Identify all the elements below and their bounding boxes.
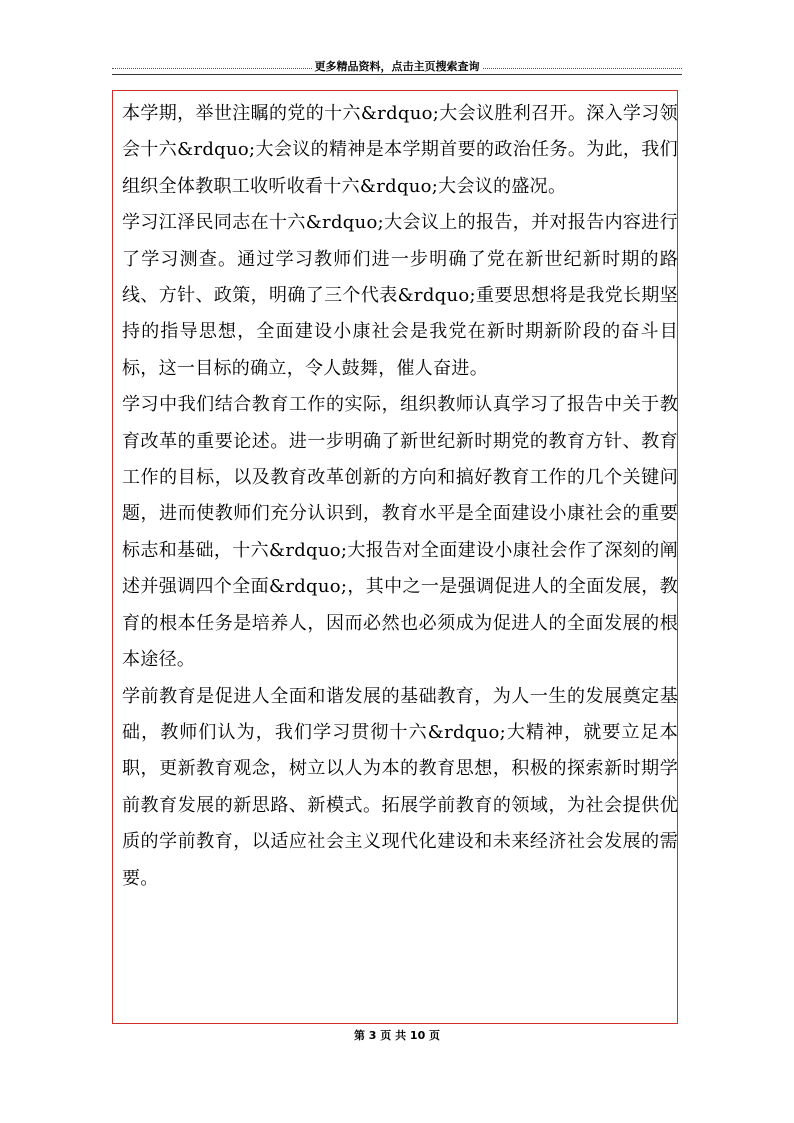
paragraph-3: 学习中我们结合教育工作的实际，组织教师认真学习了报告中关于教育改革的重要论述。进一步明确了新世纪新时期党的教育方针、教育工作的目标，以及教育改革创新的方向和搞好教育工作的几个关键问题，进而使教师们充分认识到，教育水平是全面建设小康社会的重要标志和基础，十六&rdquo;大报告对全面建设小康社会作了深刻的阐述并强调四个全面&rdquo;，其中之一是强调促进人的全面发展，教育的根本任务是培养人，因而必然也必须成为促进人的全面发展的根本途径。 <box>122 394 678 671</box>
paragraph-4: 学前教育是促进人全面和谐发展的基础教育，为人一生的发展奠定基础，教师们认为，我们学习贯彻十六&rdquo;大精神，就要立足本职，更新教育观念，树立以人为本的教育思想，积极的探索新时期学前教育发展的新思路、新模式。拓展学前教育的领域，为社会提供优质的学前教育，以适应社会主义现代化建设和未来经济社会发展的需要。 <box>122 685 678 889</box>
page-footer: 第 3 页 共 10 页 <box>353 1029 441 1042</box>
header-rule <box>112 74 682 75</box>
paragraph-1: 本学期，举世注瞩的党的十六&rdquo;大会议胜利召开。深入学习领会十六&rdquo;大会议的精神是本学期首要的政治任务。为此，我们组织全体教职工收听收看十六&rdquo;大会议的盛况。 <box>122 103 678 197</box>
header-text: 更多精品资料，点击主页搜索查询 <box>312 60 483 73</box>
document-body <box>122 96 678 897</box>
paragraph-2: 学习江泽民同志在十六&rdquo;大会议上的报告，并对报告内容进行了学习测查。通过学习教师们进一步明确了党在新世纪新时期的路线、方针、政策，明确了三个代表&rdquo;重要思想将是我党长期坚持的指导思想，全面建设小康社会是我党在新时期新阶段的奋斗目标，这一目标的确立，令人鼓舞，催人奋进。 <box>122 212 678 379</box>
